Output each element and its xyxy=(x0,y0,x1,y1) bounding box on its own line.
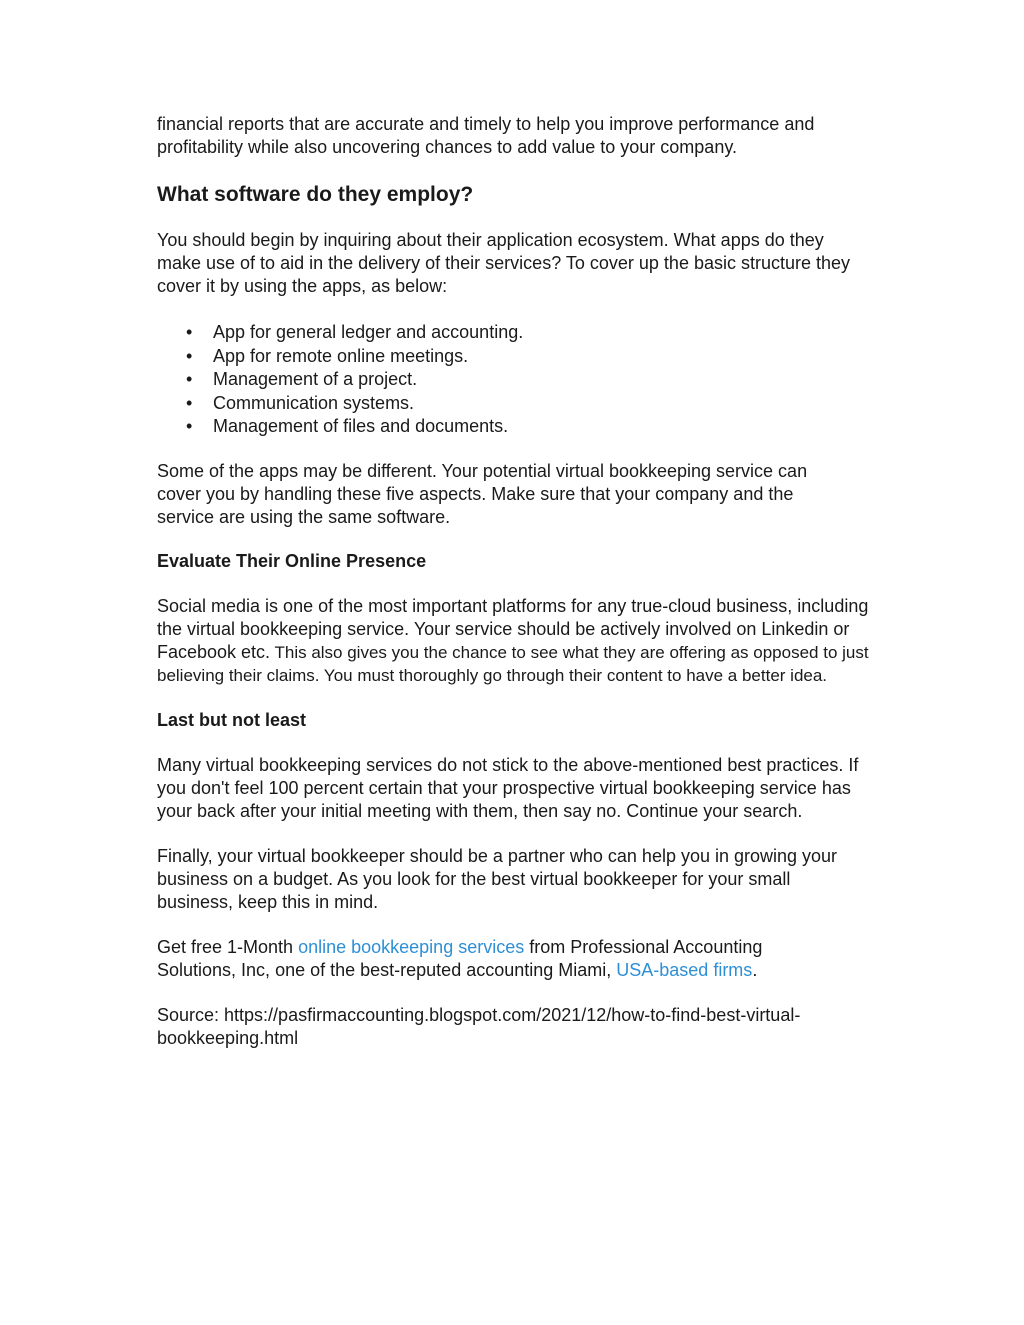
online-presence-paragraph xyxy=(157,595,869,687)
online-presence-text-part2: This also gives you the chance to see what they are offering as opposed to just believing their claims. You must thoroughly go through their content to have a better idea. xyxy=(157,642,869,685)
software-heading: What software do they employ? xyxy=(157,183,474,206)
online-presence-heading: Evaluate Their Online Presence xyxy=(157,550,427,571)
online-bookkeeping-services-link[interactable]: online bookkeeping services xyxy=(298,936,525,957)
software-after-list-paragraph: Some of the apps may be different. Your potential virtual bookkeeping service can cover you by handling these five aspects. Make sure that your company and the service are using the same software. xyxy=(157,460,808,527)
list-item: • Management of files and documents. xyxy=(213,415,873,439)
cta-text-before: Get free 1-Month xyxy=(157,936,299,957)
list-item: • App for general ledger and accounting. xyxy=(213,321,873,345)
software-paragraph: You should begin by inquiring about their application ecosystem. What apps do they make use of to aid in the delivery of their services? To cover up the basic structure they cover it by using the apps, as below: xyxy=(157,230,851,296)
intro-paragraph: financial reports that are accurate and timely to help you improve performance and profitability while also uncovering chances to add value to your company. xyxy=(157,114,815,157)
last-section-heading: Last but not least xyxy=(157,709,307,730)
source-paragraph xyxy=(157,1004,873,1050)
list-item: • Communication systems. xyxy=(213,392,873,416)
cta-text-middle: from Professional Accounting Solutions, Inc, one of the best-reputed accounting Miami, xyxy=(157,936,763,980)
source-line-2: bookkeeping.html xyxy=(157,1027,299,1048)
source-line-1: Source: https://pasfirmaccounting.blogspot.com/2021/12/how-to-find-best-virtual- xyxy=(157,1004,801,1025)
cta-paragraph xyxy=(157,936,817,982)
last-section-paragraph-1: Many virtual bookkeeping services do not stick to the above-mentioned best practices. If you don't feel 100 percent certain that your prospective virtual bookkeeping service has your back after your initial meeting with them, then say no. Continue your search. xyxy=(157,754,859,821)
software-app-list xyxy=(157,321,873,439)
usa-based-firms-link[interactable]: USA-based firms xyxy=(616,959,753,980)
document-page xyxy=(157,113,873,1050)
list-item: • Management of a project. xyxy=(213,368,873,392)
list-item: • App for remote online meetings. xyxy=(213,345,873,369)
online-presence-text-part1: Social media is one of the most important platforms for any true-cloud business, including the virtual bookkeeping service. Your service should be actively involved on Linkedin or Facebook etc. xyxy=(157,595,869,662)
cta-text-after: . xyxy=(752,959,758,980)
last-section-paragraph-2: Finally, your virtual bookkeeper should be a partner who can help you in growing your business on a budget. As you look for the best virtual bookkeeper for your small business, keep this in mind. xyxy=(157,845,838,912)
